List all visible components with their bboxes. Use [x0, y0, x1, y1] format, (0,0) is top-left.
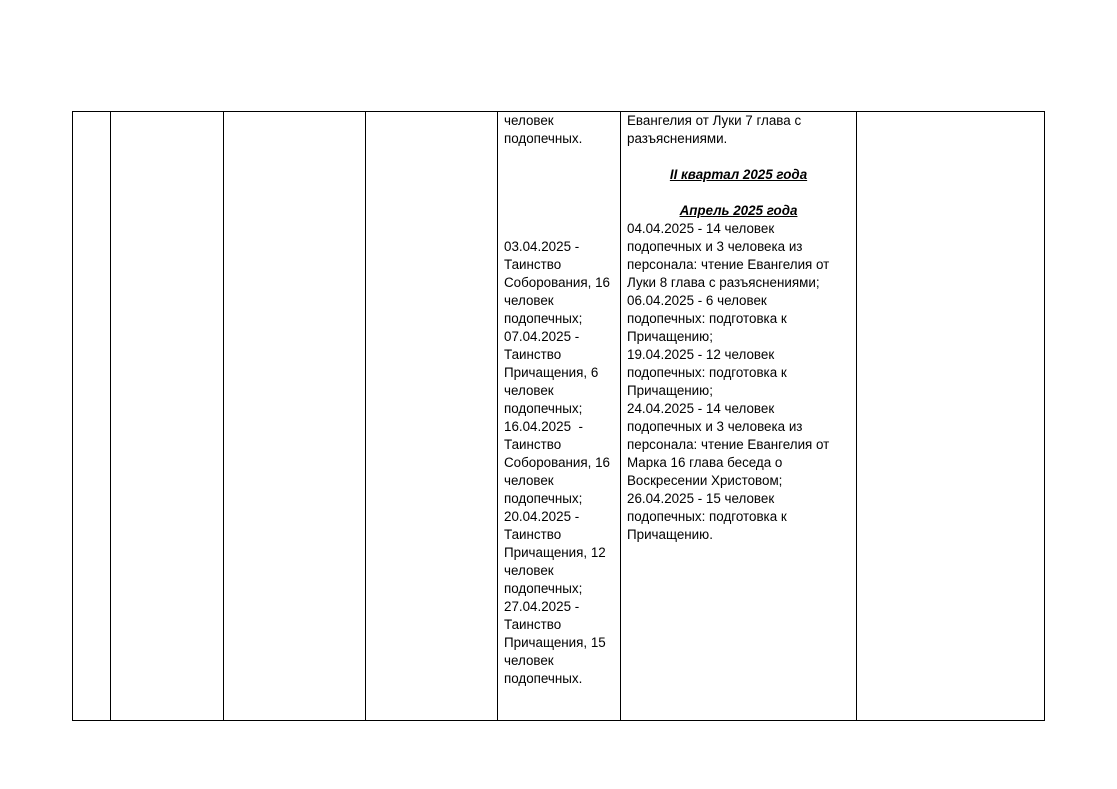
- activity-entry-line: 26.04.2025 - 15 человек: [627, 491, 775, 506]
- sacrament-entry-line: Таинство: [504, 257, 562, 272]
- sacrament-entry-line: человек: [504, 293, 554, 308]
- cell-number: [73, 112, 111, 721]
- activity-entry-line: Марка 16 глава беседа о: [627, 455, 783, 470]
- activity-entry-line: подопечных: подготовка к: [627, 365, 787, 380]
- report-table: [72, 111, 1045, 721]
- month-heading: Апрель 2025 года: [679, 203, 798, 218]
- cell-sacraments: [498, 112, 621, 721]
- sacrament-entry-line: Соборования, 16: [504, 455, 611, 470]
- cell-empty-3: [224, 112, 366, 721]
- sacrament-entry-line: человек: [504, 563, 554, 578]
- activity-entry-line: подопечных и 3 человека из: [627, 239, 803, 254]
- activity-entry-line: персонала: чтение Евангелия от: [627, 437, 830, 452]
- sacrament-entry-line: 27.04.2025 -: [504, 599, 580, 614]
- cell-empty-7: [857, 112, 1045, 721]
- sacrament-entry-line: подопечных.: [504, 671, 583, 686]
- sacrament-entry-line: человек: [504, 383, 554, 398]
- sacrament-entry-line: Причащения, 6: [504, 365, 599, 380]
- sacrament-entry-line: 20.04.2025 -: [504, 509, 580, 524]
- activity-entry-line: Луки 8 глава с разъяснениями;: [627, 275, 820, 290]
- sacrament-entry-line: подопечных;: [504, 401, 583, 416]
- quarter-heading: II квартал 2025 года: [669, 167, 808, 182]
- cell-empty-2: [111, 112, 224, 721]
- sacrament-entry-line: 16.04.2025 -: [504, 419, 583, 434]
- activity-entry-line: 04.04.2025 - 14 человек: [627, 221, 775, 236]
- table-row: [73, 112, 1045, 721]
- sacrament-entry-line: человек: [504, 653, 554, 668]
- activity-entry-line: 06.04.2025 - 6 человек: [627, 293, 767, 308]
- cell-activities: [621, 112, 857, 721]
- sacrament-entry-line: Причащения, 15: [504, 635, 606, 650]
- activity-entry-line: персонала: чтение Евангелия от: [627, 257, 830, 272]
- sacrament-entry-line: Соборования, 16: [504, 275, 611, 290]
- sacrament-entry-line: 07.04.2025 -: [504, 329, 580, 344]
- activity-entry-line: Причащению;: [627, 383, 713, 398]
- activity-entry-line: подопечных и 3 человека из: [627, 419, 803, 434]
- sacrament-entry-line: Таинство: [504, 437, 562, 452]
- sacrament-entry-line: Таинство: [504, 617, 562, 632]
- sacrament-entry-line: подопечных;: [504, 581, 583, 596]
- sacrament-entry-line: подопечных;: [504, 491, 583, 506]
- sacrament-entry-line: подопечных;: [504, 311, 583, 326]
- activity-entry-line: Воскресении Христовом;: [627, 473, 783, 488]
- cell-empty-4: [366, 112, 498, 721]
- sacraments-continuation-line: подопечных.: [504, 131, 583, 146]
- sacrament-entry-line: человек: [504, 473, 554, 488]
- sacrament-entry-line: Таинство: [504, 527, 562, 542]
- activities-continuation-line: Евангелия от Луки 7 глава с: [627, 113, 802, 128]
- sacrament-entry-line: Таинство: [504, 347, 562, 362]
- sacrament-entry-line: Причащения, 12: [504, 545, 606, 560]
- activities-continuation-line: разъяснениями.: [627, 131, 728, 146]
- sacrament-entry-line: 03.04.2025 -: [504, 239, 580, 254]
- activity-entry-line: Причащению.: [627, 527, 713, 542]
- activity-entry-line: 19.04.2025 - 12 человек: [627, 347, 775, 362]
- activity-entry-line: 24.04.2025 - 14 человек: [627, 401, 775, 416]
- activity-entry-line: подопечных: подготовка к: [627, 509, 787, 524]
- activity-entry-line: подопечных: подготовка к: [627, 311, 787, 326]
- activity-entry-line: Причащению;: [627, 329, 713, 344]
- sacraments-continuation-line: человек: [504, 113, 554, 128]
